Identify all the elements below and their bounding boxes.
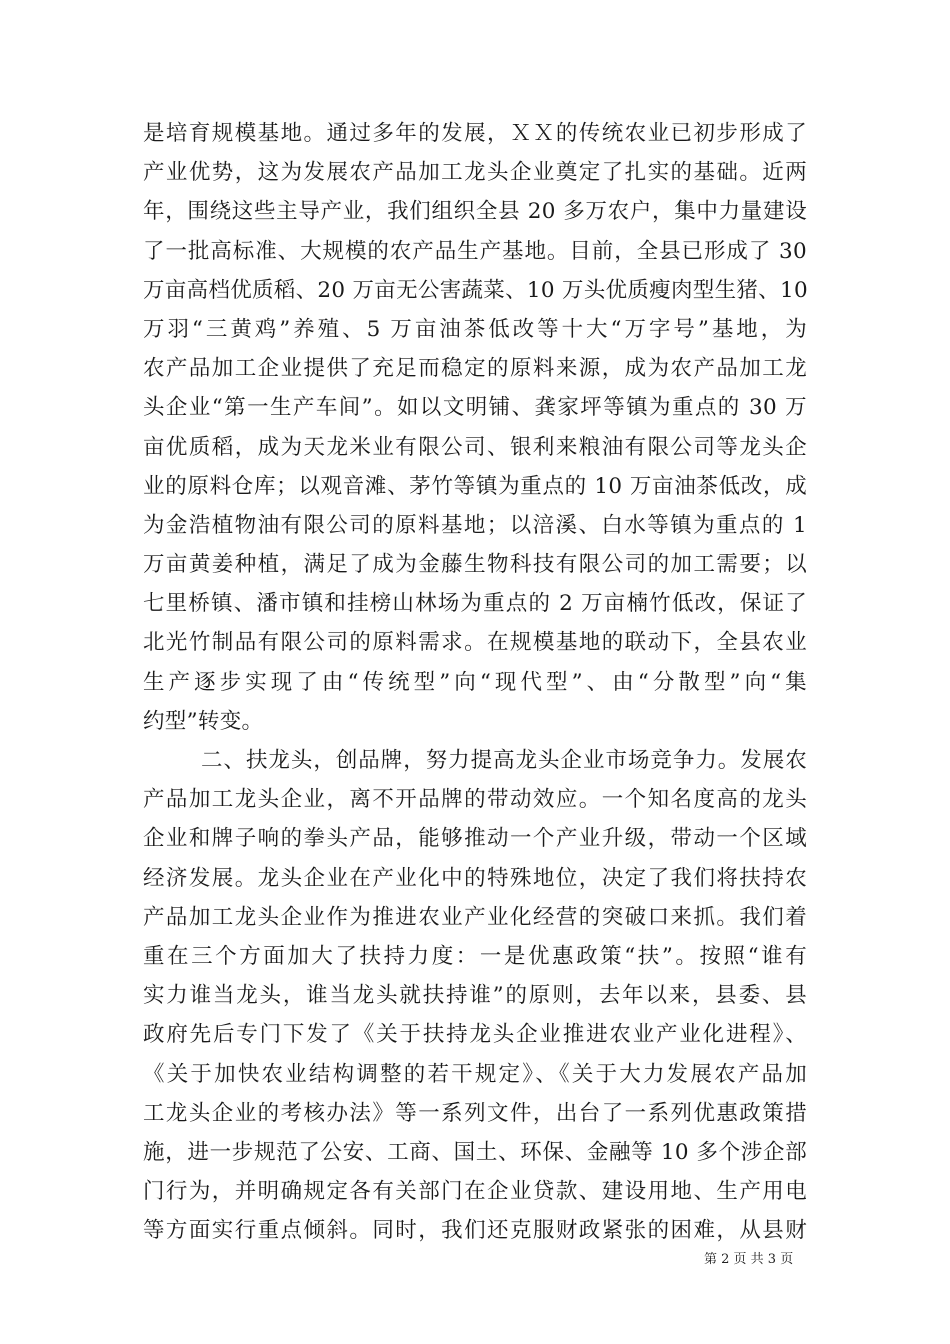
text-line: 为金浩植物油有限公司的原料基地；以涪溪、白水等镇为重点的 1 xyxy=(143,512,807,538)
text-line: 产品加工龙头企业作为推进农业产业化经营的突破口来抓。我们着 xyxy=(143,904,807,930)
text-line: 万羽“三黄鸡”养殖、5 万亩油茶低改等十大“万字号”基地，为 xyxy=(143,316,807,342)
text-line: 万亩高档优质稻、20 万亩无公害蔬菜、10 万头优质瘦肉型生猪、10 xyxy=(143,277,808,303)
text-line: 生产逐步实现了由“传统型”向“现代型”、由“分散型”向“集 xyxy=(143,669,807,695)
text-line: 了一批高标准、大规模的农产品生产基地。目前，全县已形成了 30 xyxy=(143,238,807,264)
text-line: 是培育规模基地。通过多年的发展，ＸＸ的传统农业已初步形成了 xyxy=(143,121,807,146)
text-line: 业的原料仓库；以观音滩、茅竹等镇为重点的 10 万亩油茶低改，成 xyxy=(143,473,807,499)
paragraph-start-line: 二、扶龙头，创品牌，努力提高龙头企业市场竞争力。发展农 xyxy=(201,748,807,773)
text-line: 七里桥镇、潘市镇和挂榜山林场为重点的 2 万亩楠竹低改，保证了 xyxy=(143,591,807,617)
text-line: 《关于加快农业结构调整的若干规定》、《关于大力发展农产品加 xyxy=(143,1061,807,1087)
text-line: 等方面实行重点倾斜。同时，我们还克服财政紧张的困难，从县财 xyxy=(143,1218,807,1244)
text-line: 产业优势，这为发展农产品加工龙头企业奠定了扎实的基础。近两 xyxy=(143,160,807,186)
paragraph-end-line: 约型”转变。 xyxy=(143,708,264,734)
text-line: 北光竹制品有限公司的原料需求。在规模基地的联动下，全县农业 xyxy=(143,630,807,656)
page-number: 第 2 页 共 3 页 xyxy=(704,1252,794,1267)
text-line: 万亩黄姜种植，满足了成为金藤生物科技有限公司的加工需要；以 xyxy=(143,552,807,578)
text-line: 亩优质稻，成为天龙米业有限公司、银利来粮油有限公司等龙头企 xyxy=(143,434,807,460)
text-line: 门行为，并明确规定各有关部门在企业贷款、建设用地、生产用电 xyxy=(143,1179,807,1205)
document-body xyxy=(143,114,807,1250)
text-line: 农产品加工企业提供了充足而稳定的原料来源，成为农产品加工龙 xyxy=(143,356,807,382)
text-line: 头企业“第一生产车间”。如以文明铺、龚家坪等镇为重点的 30 万 xyxy=(143,395,807,421)
text-line: 工龙头企业的考核办法》等一系列文件，出台了一系列优惠政策措 xyxy=(143,1100,807,1126)
text-line: 政府先后专门下发了《关于扶持龙头企业推进农业产业化进程》、 xyxy=(143,1022,807,1048)
text-line: 施，进一步规范了公安、工商、国土、环保、金融等 10 多个涉企部 xyxy=(143,1139,807,1165)
text-line: 产品加工龙头企业，离不开品牌的带动效应。一个知名度高的龙头 xyxy=(143,787,807,813)
text-line: 年，围绕这些主导产业，我们组织全县 20 多万农户，集中力量建设 xyxy=(143,199,807,225)
text-line: 经济发展。龙头企业在产业化中的特殊地位，决定了我们将扶持农 xyxy=(143,865,807,891)
text-line: 重在三个方面加大了扶持力度：一是优惠政策“扶”。按照“谁有 xyxy=(143,943,807,969)
text-line: 实力谁当龙头，谁当龙头就扶持谁”的原则，去年以来，县委、县 xyxy=(143,983,807,1009)
text-line: 企业和牌子响的拳头产品，能够推动一个产业升级，带动一个区域 xyxy=(143,826,807,852)
